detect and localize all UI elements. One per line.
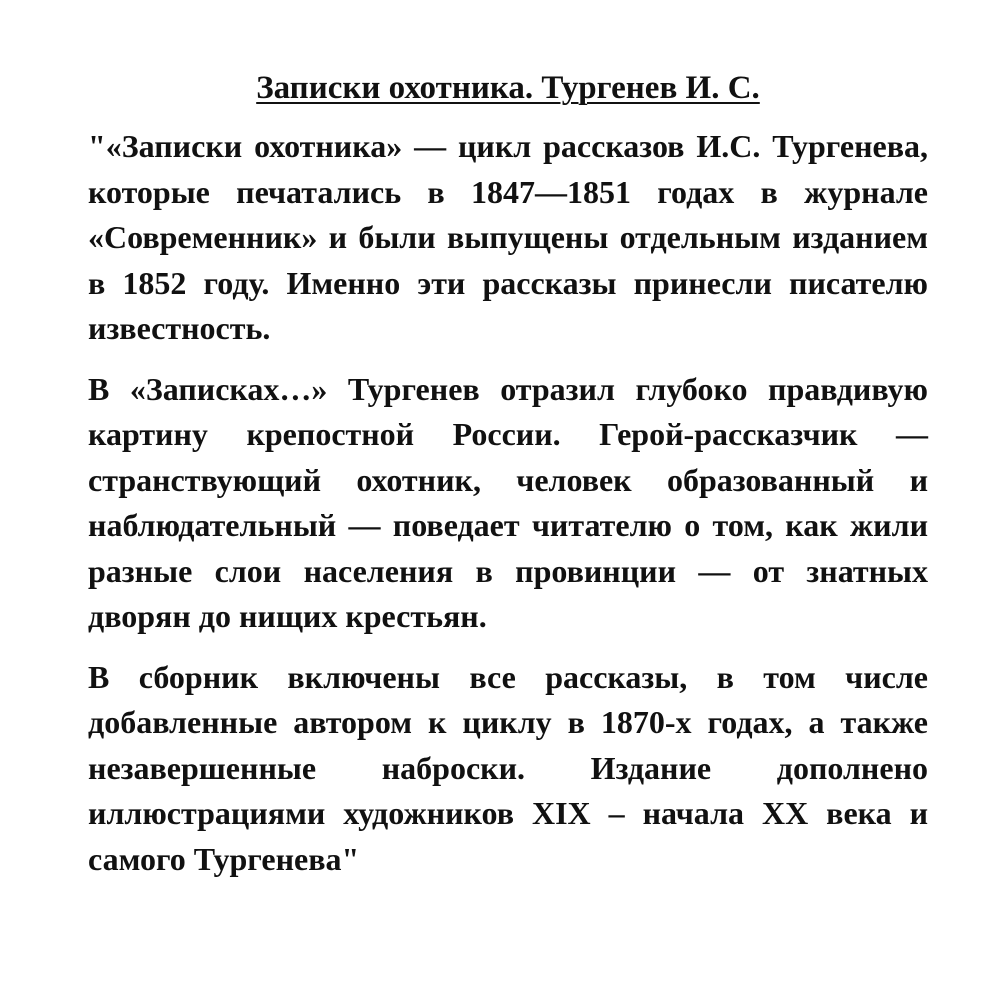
description-paragraph-2: В «Записках…» Тургенев отразил глубоко правдивую картину крепостной России. Герой-рассказчик — странствующий охотник, человек образованный и наблюдательный — поведает читателю о том, как жили разные слои населения в провинции — от знатных дворян до нищих крестьян. <box>88 370 928 634</box>
book-description <box>88 66 928 897</box>
description-paragraph-3: В сборник включены все рассказы, в том числе добавленные автором к циклу в 1870-х годах, а также незавершенные наброски. Издание дополнено иллюстрациями художников XIX – начала XX века и самого Тургенева" <box>88 658 928 877</box>
description-paragraph-1: "«Записки охотника» — цикл рассказов И.С. Тургенева, которые печатались в 1847—1851 годах в журнале «Современник» и были выпущены отдельным изданием в 1852 году. Именно эти рассказы принесли писателю известность. <box>88 128 928 346</box>
page-title: Записки охотника. Тургенев И. С. <box>256 70 760 106</box>
